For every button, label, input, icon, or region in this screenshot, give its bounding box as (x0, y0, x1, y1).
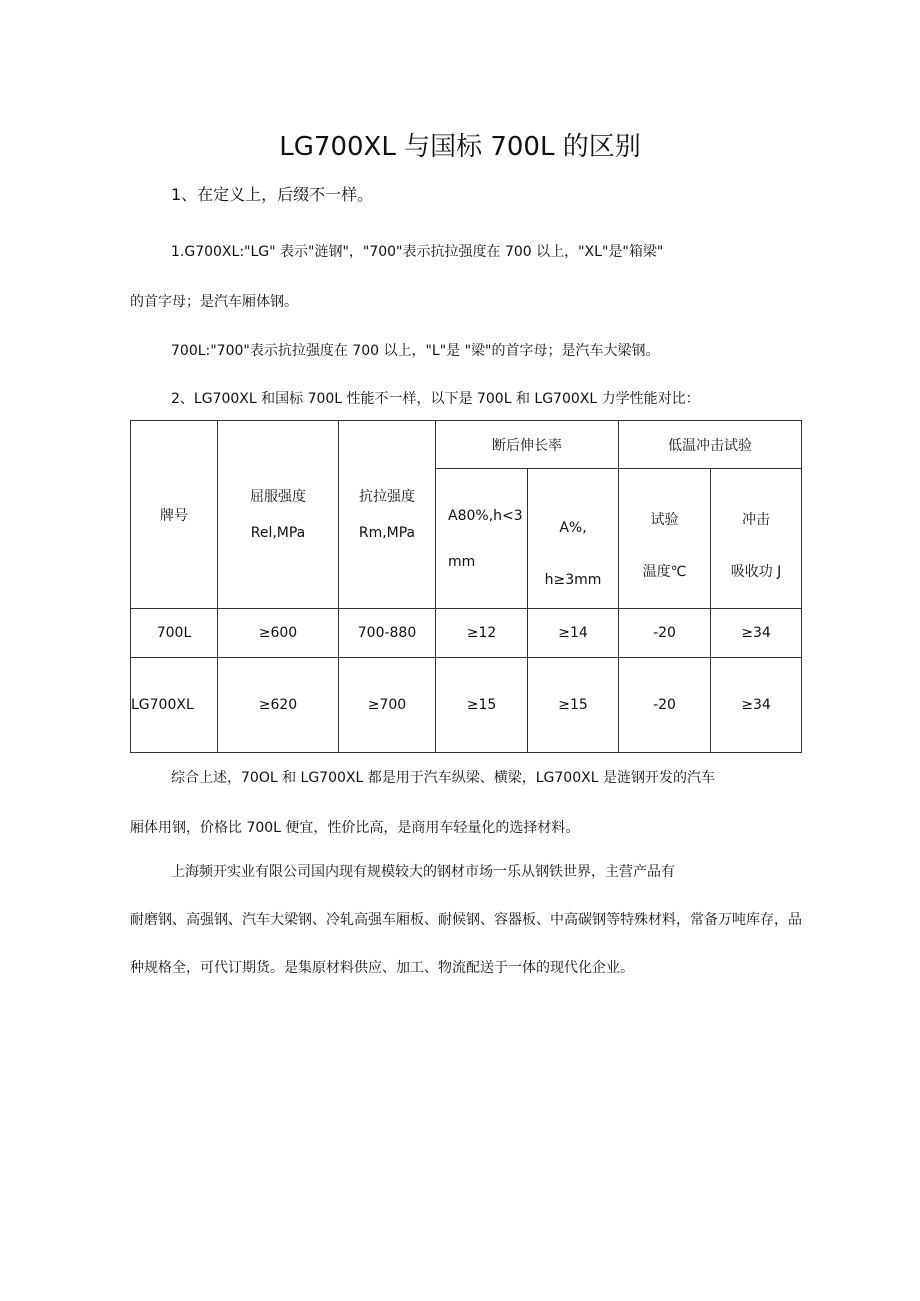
cell-energy: ≥34 (711, 658, 802, 753)
header-test-temp: 试验 温度℃ (619, 469, 711, 609)
header-a80: A80%,h<3 mm (436, 469, 528, 609)
table-header-row (131, 421, 802, 469)
section2-heading: 2、LG700XL 和国标 700L 性能不一样，以下是 700L 和 LG700XL 力学性能对比： (171, 391, 700, 407)
header-yield: 屈服强度 Rel,MPa (218, 421, 339, 609)
cell-a80: ≥12 (436, 609, 528, 658)
summary-line2: 厢体用钢，价格比 700L 便宜，性价比高，是商用车轻量化的选择材料。 (130, 820, 580, 836)
lg700xl-definition-line1: 1.G700XL:"LG" 表示"涟钢"，"700"表示抗拉强度在 700 以上，"XL"是"箱梁" (171, 244, 664, 260)
cell-a80: ≥15 (436, 658, 528, 753)
cell-tensile: 700-880 (339, 609, 436, 658)
table-row (131, 658, 802, 753)
table-row (131, 609, 802, 658)
mechanical-properties-table (130, 420, 802, 753)
page-title: LG700XL 与国标 700L 的区别 (279, 132, 641, 162)
lg700xl-definition-line2: 的首字母；是汽车厢体钢。 (130, 294, 298, 310)
header-a: A%, h≥3mm (528, 469, 619, 609)
cell-energy: ≥34 (711, 609, 802, 658)
cell-yield: ≥620 (218, 658, 339, 753)
cell-temp: -20 (619, 658, 711, 753)
summary-line1: 综合上述，70OL 和 LG700XL 都是用于汽车纵梁、横梁，LG700XL 是涟钢开发的汽车 (171, 770, 715, 786)
cell-a: ≥15 (528, 658, 619, 753)
header-impact-energy: 冲击 吸收功 J (711, 469, 802, 609)
cell-a: ≥14 (528, 609, 619, 658)
company-line2: 耐磨钢、高强钢、汽车大梁钢、冷轧高强车厢板、耐候钢、容器板、中高碳钢等特殊材料，常备万吨库存，品 (130, 912, 802, 928)
section1-heading: 1、在定义上，后缀不一样。 (171, 185, 374, 204)
header-impact: 低温冲击试验 (619, 421, 802, 469)
company-line3: 种规格全，可代订期货。是集原材料供应、加工、物流配送于一体的现代化企业。 (130, 960, 634, 976)
header-tensile: 抗拉强度 Rm,MPa (339, 421, 436, 609)
company-line1: 上海频开实业有限公司国内现有规模较大的钢材市场一乐从钢铁世界，主营产品有 (171, 864, 675, 880)
cell-grade: LG700XL (131, 658, 218, 753)
header-elongation: 断后伸长率 (436, 421, 619, 469)
700l-definition: 700L:"700"表示抗拉强度在 700 以上，"L"是 "梁"的首字母；是汽车大梁钢。 (171, 343, 660, 359)
cell-tensile: ≥700 (339, 658, 436, 753)
cell-grade: 700L (131, 609, 218, 658)
cell-yield: ≥600 (218, 609, 339, 658)
cell-temp: -20 (619, 609, 711, 658)
header-grade: 牌号 (131, 421, 218, 609)
